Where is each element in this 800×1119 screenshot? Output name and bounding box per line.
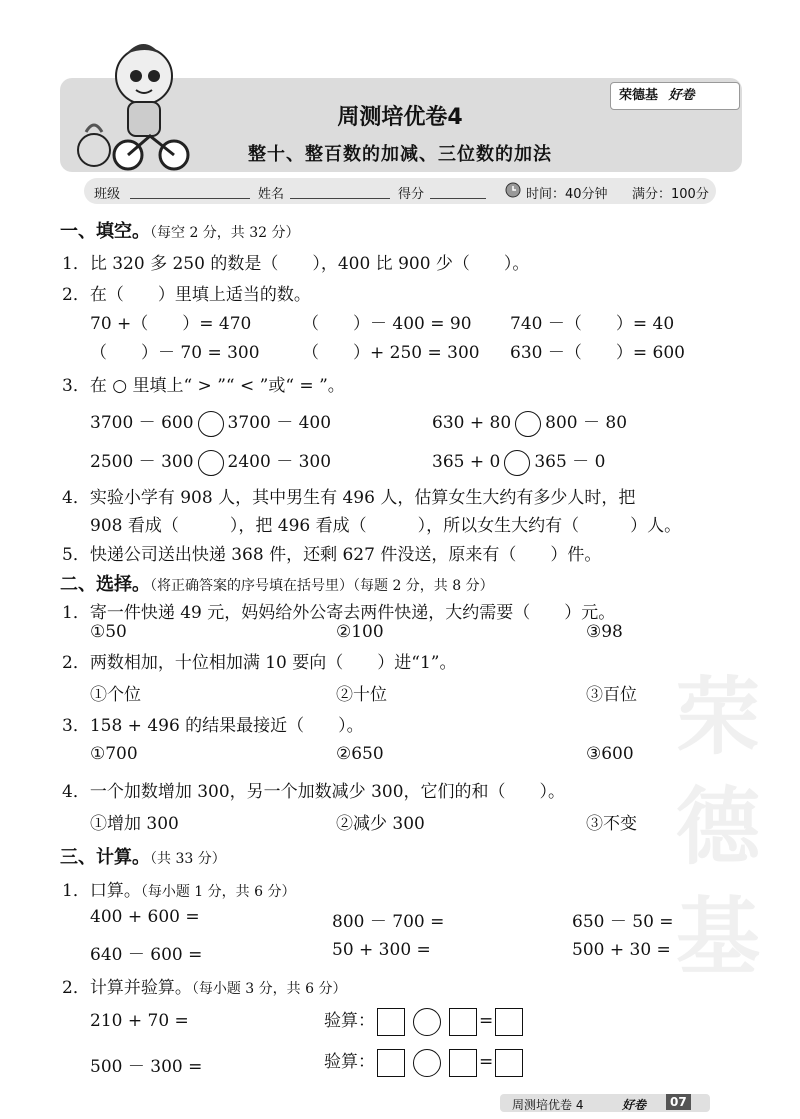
- verify-operator-circle[interactable]: [413, 1008, 441, 1036]
- s2-q4-option-1[interactable]: ①增加 300: [90, 814, 179, 834]
- s1-question-5: 5．快递公司送出快递 368 件，还剩 627 件没送，原来有（ ）件。: [62, 545, 602, 565]
- score-field[interactable]: [430, 182, 486, 199]
- score-label: 得分: [398, 187, 425, 202]
- s3-q2-note: （每小题 3 分，共 6 分）: [191, 981, 347, 997]
- watermark-char-3: 基: [675, 888, 760, 986]
- verify-row-1: 验算： =: [324, 1006, 525, 1036]
- compare-circle[interactable]: [198, 411, 224, 437]
- s3-q2-label: 2．计算并验算。: [62, 978, 192, 998]
- compare-expr: 365 － 0: [534, 452, 606, 472]
- verify-label: 验算：: [324, 1052, 375, 1072]
- s3-q1-note: （每小题 1 分，共 6 分）: [140, 884, 296, 900]
- s1-q2-row1-c: 740 －（ ）= 40: [510, 314, 675, 334]
- s1-question-4b: 908 看成（ ），把 496 看成（ ），所以女生大约有（ ）人。: [90, 516, 682, 536]
- verify-box[interactable]: [449, 1008, 477, 1036]
- section-2-heading: [60, 570, 494, 596]
- verify-box[interactable]: [377, 1049, 405, 1077]
- compare-circle[interactable]: [198, 450, 224, 476]
- footer-label: 周测培优卷 4: [512, 1098, 584, 1112]
- name-field[interactable]: [290, 182, 390, 199]
- s2-q2-option-2[interactable]: ②十位: [336, 685, 387, 705]
- verify-result-box[interactable]: [495, 1008, 523, 1036]
- footer-brand: 好卷: [622, 1098, 647, 1112]
- s1-q3-row1-right: [432, 408, 627, 437]
- s2-q1-option-2[interactable]: ②100: [336, 622, 384, 642]
- compare-expr: 3700 － 400: [227, 413, 332, 433]
- oral-calc: 50 + 300 =: [332, 940, 431, 960]
- s1-q2-row1-a: 70 +（ ）= 470: [90, 314, 252, 334]
- s2-q2-option-1[interactable]: ①个位: [90, 685, 141, 705]
- s2-question-2: 2．两数相加，十位相加满 10 要向（ ）进“1”。: [62, 653, 457, 673]
- s2-q4-option-2[interactable]: ②减少 300: [336, 814, 425, 834]
- watermark-char-1: 荣: [675, 668, 760, 766]
- s1-question-1: 1．比 320 多 250 的数是（ ），400 比 900 少（ ）。: [62, 254, 530, 274]
- page-title: 周测培优卷4: [337, 105, 463, 130]
- s1-question-4a: 4．实验小学有 908 人，其中男生有 496 人，估算女生大约有多少人时，把: [62, 488, 636, 508]
- section-1-note: （每空 2 分，共 32 分）: [150, 225, 300, 241]
- section-1-title: 一、填空。: [60, 221, 150, 242]
- calc-expression-2: 500 － 300 =: [90, 1057, 203, 1077]
- compare-expr: 630 + 80: [432, 413, 512, 433]
- compare-circle[interactable]: [515, 411, 541, 437]
- s1-q3-row2-right: [432, 447, 605, 476]
- section-3-heading: [60, 843, 226, 869]
- compare-expr: 365 + 0: [432, 452, 501, 472]
- s1-q2-row1-b: （ ）－ 400 = 90: [302, 314, 472, 334]
- oral-calc: 640 － 600 =: [90, 945, 203, 965]
- s1-q2-row2-c: 630 －（ ）= 600: [510, 343, 685, 363]
- s2-question-1: 1．寄一件快递 49 元，妈妈给外公寄去两件快递，大约需要（ ）元。: [62, 603, 616, 623]
- compare-expr: 3700 － 600: [90, 413, 194, 433]
- calc-expression-1: 210 + 70 =: [90, 1011, 189, 1031]
- footer-bar: [500, 1094, 710, 1112]
- brand-sub: 好卷: [668, 88, 695, 103]
- student-info-bar: [84, 178, 716, 204]
- compare-expr: 800 － 80: [545, 413, 628, 433]
- s2-q1-option-1[interactable]: ①50: [90, 622, 127, 642]
- s1-q2-row2-a: （ ）－ 70 = 300: [90, 343, 260, 363]
- class-label: 班级: [94, 187, 121, 202]
- verify-result-box[interactable]: [495, 1049, 523, 1077]
- s1-q2-row2-b: （ ）+ 250 = 300: [302, 343, 480, 363]
- s2-q4-option-3[interactable]: ③不变: [586, 814, 637, 834]
- s2-q3-option-3[interactable]: ③600: [586, 744, 634, 764]
- s1-q3-row1-left: [90, 408, 331, 437]
- s1-question-2: 2．在（ ）里填上适当的数。: [62, 285, 311, 305]
- s2-question-4: 4．一个加数增加 300，另一个加数减少 300，它们的和（ ）。: [62, 782, 566, 802]
- section-3-title: 三、计算。: [60, 847, 150, 868]
- verify-box[interactable]: [377, 1008, 405, 1036]
- verify-operator-circle[interactable]: [413, 1049, 441, 1077]
- class-field[interactable]: [130, 182, 250, 199]
- compare-expr: 2500 － 300: [90, 452, 194, 472]
- s1-q3-row2-left: [90, 447, 331, 476]
- time-info: 时间：40分钟: [526, 187, 608, 202]
- verify-label: 验算：: [324, 1011, 375, 1031]
- s2-q3-option-2[interactable]: ②650: [336, 744, 384, 764]
- section-3-note: （共 33 分）: [150, 851, 226, 867]
- section-2-note: （将正确答案的序号填在括号里）（每题 2 分，共 8 分）: [150, 578, 494, 594]
- section-2-title: 二、选择。: [60, 574, 150, 595]
- s2-question-3: 3．158 + 496 的结果最接近（ ）。: [62, 716, 364, 736]
- oral-calc: 500 + 30 =: [572, 940, 671, 960]
- compare-expr: 2400 － 300: [227, 452, 332, 472]
- s2-q1-option-3[interactable]: ③98: [586, 622, 623, 642]
- page-subtitle: 整十、整百数的加减、三位数的加法: [248, 144, 552, 165]
- verify-row-2: 验算： =: [324, 1047, 525, 1077]
- full-score-info: 满分：100分: [632, 187, 709, 202]
- watermark-char-2: 德: [675, 778, 760, 876]
- oral-calc: 400 + 600 =: [90, 907, 200, 927]
- verify-box[interactable]: [449, 1049, 477, 1077]
- s3-question-1: [62, 876, 295, 901]
- s2-q2-option-3[interactable]: ③百位: [586, 685, 637, 705]
- oral-calc: 800 － 700 =: [332, 912, 445, 932]
- brand-logo: [610, 82, 740, 110]
- oral-calc: 650 － 50 =: [572, 912, 674, 932]
- page-number: 07: [666, 1094, 691, 1110]
- s2-q3-option-1[interactable]: ①700: [90, 744, 138, 764]
- s1-question-3: 3．在 ○ 里填上“ > ”“ < ”或“ = ”。: [62, 376, 345, 396]
- s3-q1-label: 1．口算。: [62, 881, 141, 901]
- name-label: 姓名: [258, 187, 285, 202]
- brand-name: 荣德基: [619, 88, 659, 103]
- clock-icon: [504, 181, 522, 203]
- section-1-heading: [60, 217, 300, 243]
- s3-question-2: [62, 973, 346, 998]
- compare-circle[interactable]: [504, 450, 530, 476]
